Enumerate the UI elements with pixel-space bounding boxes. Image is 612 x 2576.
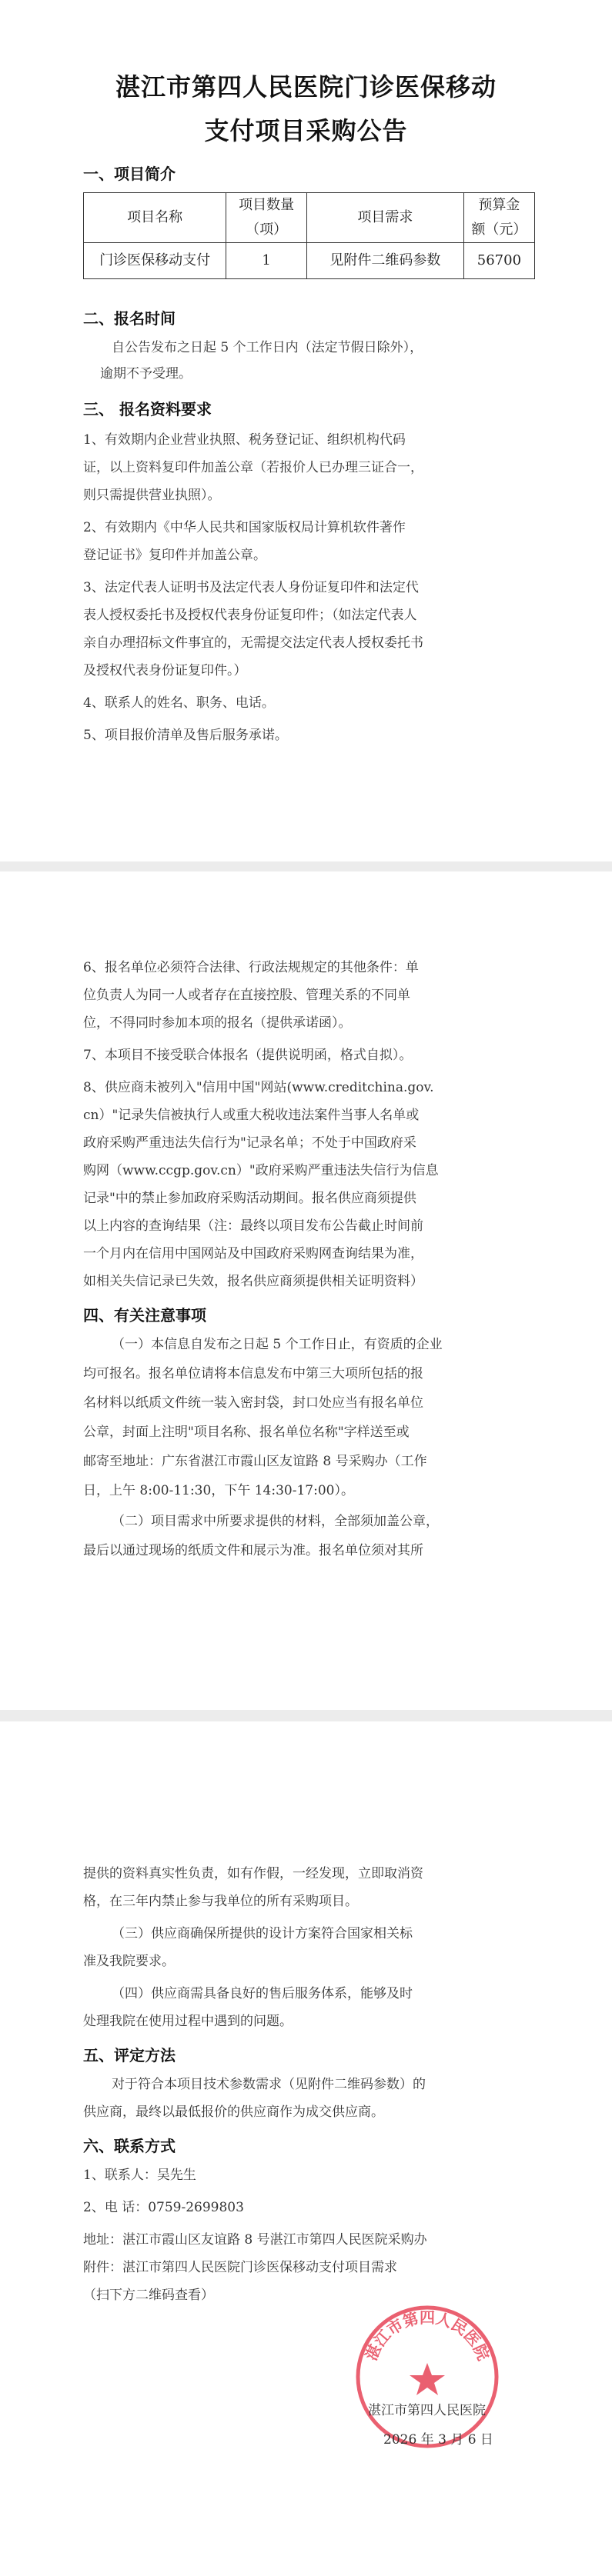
page-title-line1: 湛江市第四人民医院门诊医保移动 [115, 72, 497, 102]
text-line: 记录"中的禁止参加政府采购活动期间。报名供应商须提供 [83, 1191, 416, 1206]
text-line: （四）供应商需具备良好的售后服务体系，能够及时 [112, 1986, 413, 2001]
table-row [84, 243, 535, 279]
text-line: 政府采购严重违法失信行为"记录名单；不处于中国政府采 [83, 1135, 416, 1151]
text-line: 提供的资料真实性负责，如有作假，一经发现，立即取消资 [83, 1866, 423, 1881]
table-header-cell: 项目名称 [84, 193, 226, 243]
text-line: 供应商，最终以最低报价的供应商作为成交供应商。 [83, 2104, 384, 2120]
text-line: 登记证书》复印件并加盖公章。 [83, 548, 266, 563]
text-line: 均可报名。报名单位请将本信息发布中第三大项所包括的报 [83, 1366, 423, 1381]
text-line: 表人授权委托书及授权代表身份证复印件；（如法定代表人 [83, 608, 417, 623]
attachment-note: 附件：湛江市第四人民医院门诊医保移动支付项目需求 [83, 2260, 397, 2275]
project-table [83, 192, 535, 279]
section3-heading: 三、 报名资料要求 [83, 400, 212, 418]
text-line: （一）本信息自发布之日起 5 个工作日止，有资质的企业 [112, 1337, 443, 1352]
text-line: 5、项目报价清单及售后服务承诺。 [83, 728, 288, 743]
text-line: 亲自办理招标文件事宜的，无需提交法定代表人授权委托书 [83, 635, 423, 651]
text-line: 自公告发布之日起 5 个工作日内（法定节假日除外）， [112, 340, 423, 355]
signature-date: 2026 年 3 月 6 日 [383, 2432, 493, 2448]
text-line: 处理我院在使用过程中遇到的问题。 [83, 2014, 293, 2029]
table-cell: 见附件二维码参数 [306, 243, 463, 279]
seal-text: 湛江市第四人民医院 [361, 2308, 493, 2364]
text-line: 3、法定代表人证明书及法定代表人身份证复印件和法定代 [83, 580, 419, 595]
text-line: 公章，封面上注明"项目名称、报名单位名称"字样送至或 [83, 1425, 410, 1440]
page-title-line2: 支付项目采购公告 [204, 116, 408, 145]
table-cell: 1 [226, 243, 307, 279]
section4-heading: 四、有关注意事项 [83, 1306, 206, 1325]
table-header-row [84, 193, 535, 218]
contact-address: 地址：湛江市霞山区友谊路 8 号湛江市第四人民医院采购办 [83, 2232, 427, 2248]
text-line: 准及我院要求。 [83, 1954, 175, 1969]
text-line: 对于符合本项目技术参数需求（见附件二维码参数）的 [112, 2077, 426, 2092]
table-cell: 门诊医保移动支付 [84, 243, 226, 279]
attachment-note-2: （扫下方二维码查看） [83, 2288, 214, 2303]
section6-heading: 六、联系方式 [83, 2137, 176, 2155]
table-cell: 56700 [463, 243, 534, 279]
text-line: 如相关失信记录已失效，报名供应商须提供相关证明资料） [83, 1274, 423, 1289]
text-line: 位负责人为同一人或者存在直接控股、管理关系的不同单 [83, 988, 410, 1003]
section1-heading: 一、项目简介 [83, 165, 176, 183]
svg-text:湛江市第四人民医院 [362, 2308, 493, 2363]
text-line: 日，上午 8:00-11:30，下午 14:30-17:00）。 [83, 1483, 354, 1498]
signature-org: 湛江市第四人民医院 [368, 2403, 486, 2418]
text-line: 7、本项目不接受联合体报名（提供说明函，格式自拟）。 [83, 1048, 413, 1063]
text-line: 名材料以纸质文件统一装入密封袋，封口处应当有报名单位 [83, 1395, 423, 1411]
contact-phone: 2、电 话：0759-2699803 [83, 2200, 244, 2215]
text-line: 6、报名单位必须符合法律、行政法规规定的其他条件：单 [83, 960, 419, 975]
text-line: 最后以通过现场的纸质文件和展示为准。报名单位须对其所 [83, 1543, 423, 1558]
page-1 [0, 0, 612, 861]
text-line: 证，以上资料复印件加盖公章（若报价人已办理三证合一， [83, 460, 423, 475]
text-line: 格，在三年内禁止参与我单位的所有采购项目。 [83, 1894, 358, 1909]
table-header-cell: 项目需求 [306, 193, 463, 243]
text-line: （二）项目需求中所要求提供的材料，全部须加盖公章， [112, 1514, 439, 1529]
text-line: 及授权代表身份证复印件。） [83, 663, 247, 678]
text-line: 8、供应商未被列入"信用中国"网站(www.creditchina.gov. [83, 1080, 434, 1095]
text-line: 2、有效期内《中华人民共和国家版权局计算机软件著作 [83, 520, 406, 535]
text-line: 邮寄至地址：广东省湛江市霞山区友谊路 8 号采购办（工作 [83, 1454, 427, 1469]
contact-person: 1、联系人：吴先生 [83, 2168, 196, 2183]
text-line: cn）"记录失信被执行人或重大税收违法案件当事人名单或 [83, 1108, 420, 1123]
table-header-cell: 预算金 [463, 193, 534, 218]
text-line: 位，不得同时参加本项的报名（提供承诺函）。 [83, 1015, 352, 1031]
text-line: 1、有效期内企业营业执照、税务登记证、组织机构代码 [83, 432, 406, 448]
text-line: 一个月内在信用中国网站及中国政府采购网查询结果为准， [83, 1246, 423, 1261]
text-line: 则只需提供营业执照）。 [83, 488, 221, 503]
table-header-cell: 额（元） [463, 218, 534, 243]
text-line: 购网（www.ccgp.gov.cn）"政府采购严重违法失信行为信息 [83, 1163, 439, 1178]
table-header-cell: 项目数量 [226, 193, 307, 218]
text-line: 4、联系人的姓名、职务、电话。 [83, 695, 275, 711]
text-line: 以上内容的查询结果（注：最终以项目发布公告截止时间前 [83, 1218, 423, 1234]
table-header-cell: （项） [226, 218, 307, 243]
section2-heading: 二、报名时间 [83, 309, 176, 328]
section5-heading: 五、评定方法 [83, 2046, 176, 2064]
text-line: （三）供应商确保所提供的设计方案符合国家相关标 [112, 1926, 413, 1941]
text-line: 逾期不予受理。 [100, 366, 192, 382]
